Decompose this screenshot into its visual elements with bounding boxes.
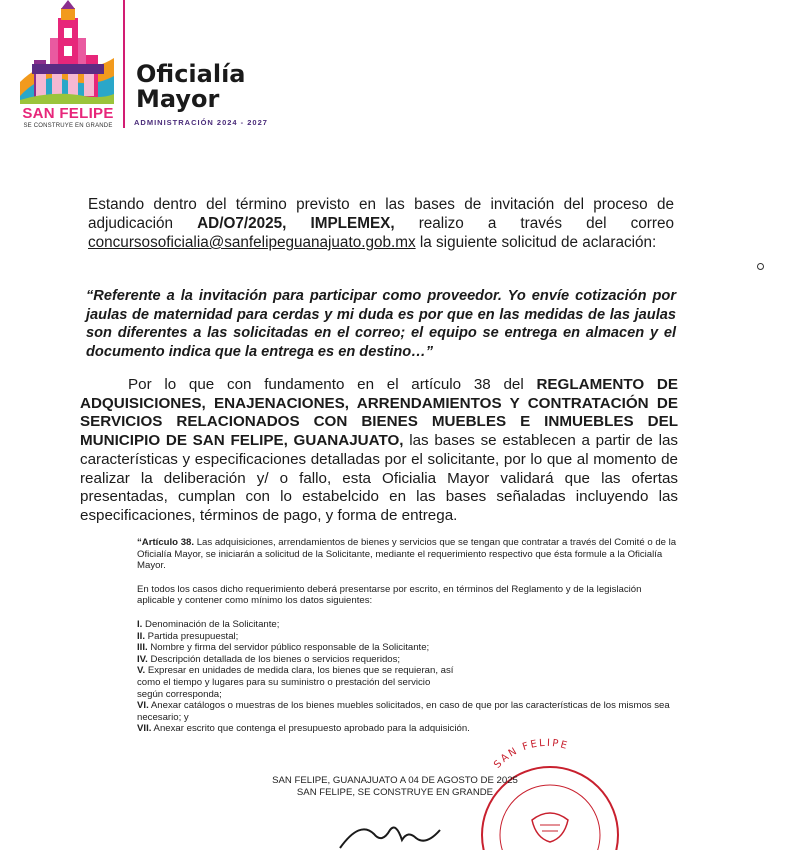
slogan: SAN FELIPE, SE CONSTRUYE EN GRANDE: [296, 786, 494, 798]
requirements-list: [137, 619, 677, 735]
list-item: VI. Anexar catálogos o muestras de los bienes muebles solicitados, en caso de que por las características de los mismos sea necesario; y: [137, 700, 670, 723]
logo-name: SAN FELIPE: [22, 105, 114, 122]
response-paragraph: [80, 376, 678, 526]
seal-text: SAN FELIPE: [492, 737, 571, 771]
regulation-name: REGLAMENTO DE ADQUISICIONES, ENAJENACIONES, ARRENDAMIENTOS Y CONTRATACIÓN DE SERVICIOS RELACIONADOS CON BIENES MUEBLES E INMUEBLES DEL MUNICIPIO DE SAN FELIPE, GUANAJUATO,: [80, 376, 678, 450]
administration-period: ADMINISTRACIÓN 2024 - 2027: [134, 118, 268, 127]
list-item: II. Partida presupuestal;: [137, 630, 239, 642]
intro-text-before: Estando dentro del término previsto en las bases de invitación del proceso de adjudicación: [88, 196, 674, 232]
article-para-1-text: Las adquisiciones, arrendamientos de bienes y servicios que se tengan que contratar a través del Comité o de la Oficialía Mayor, se iniciarán a solicitud de la Solicitante, mediante el requerimiento respectivo que ésta formule a la Oficialía Mayor.: [137, 537, 677, 572]
list-item: III. Nombre y firma del servidor público responsable de la Solicitante;: [137, 642, 430, 654]
article-label: “Artículo 38.: [137, 537, 195, 548]
place-and-date: SAN FELIPE, GUANAJUATO A 04 DE AGOSTO DE 2025: [272, 775, 518, 786]
article-38-citation: [137, 537, 677, 735]
signature-mark: [330, 800, 470, 850]
intro-text-middle: realizo a través del correo: [394, 215, 675, 232]
logo-tagline: SE CONSTRUYE EN GRANDE: [23, 123, 113, 129]
list-item: como el tiempo y lugares para su suministro o prestación del servicio: [137, 676, 431, 688]
article-para-1: [137, 537, 677, 572]
list-item: según corresponda;: [137, 688, 222, 700]
svg-text:SAN FELIPE: [492, 738, 570, 771]
office-title-line2: Mayor: [136, 85, 220, 113]
email-link[interactable]: concursosoficialia@sanfelipeguanajuato.gob.mx: [88, 234, 416, 251]
response-text-end: las bases se establecen a partir de las características y especificaciones detalladas por el solicitante, por lo que al momento de realizar la deliberación y/ o fallo, esta Oficialia Mayor validará que las ofertas presentadas, cumplan con lo estabelcido en las bases señaladas incluyendo las especificaciones, términos de pago, y forma de entrega.: [80, 432, 678, 524]
header-divider: [123, 0, 125, 128]
list-item: VII. Anexar escrito que contenga el presupuesto aprobado para la adquisición.: [137, 723, 470, 735]
article-para-2: En todos los casos dicho requerimiento deberá presentarse por escrito, en términos del Reglamento y de la legislación aplicable y contener como mínimo los datos siguientes:: [137, 583, 642, 607]
office-title-line1: Oficialía: [136, 60, 246, 88]
list-item: IV. Descripción detallada de los bienes o servicios requeridos;: [137, 653, 401, 665]
clarification-quote: “Referente a la invitación para participar como proveedor. Yo envíe cotización por jaulas de maternidad para cerdas y mi duda es por que en las medidas de las jaulas son diferentes a las solicitadas en el correo; el equipo se entrega en almacen y el documento indica que la entrega es en destino…”: [86, 288, 676, 360]
intro-paragraph: [88, 195, 674, 252]
response-text-start: Por lo que con fundamento en el artículo 38 del: [128, 376, 537, 393]
church-skyline-icon: [14, 0, 119, 108]
intro-text-after: la siguiente solicitud de aclaración:: [415, 234, 657, 251]
list-item: I. Denominación de la Solicitante;: [137, 618, 280, 630]
municipal-logo: [14, 0, 119, 135]
margin-dot-mark: [757, 263, 764, 270]
office-title: [136, 62, 246, 112]
procedure-code: AD/O7/2025, IMPLEMEX,: [197, 215, 395, 232]
closing-block: [250, 775, 540, 798]
list-item: V. Expresar en unidades de medida clara, los bienes que se requieran, así: [137, 665, 454, 677]
